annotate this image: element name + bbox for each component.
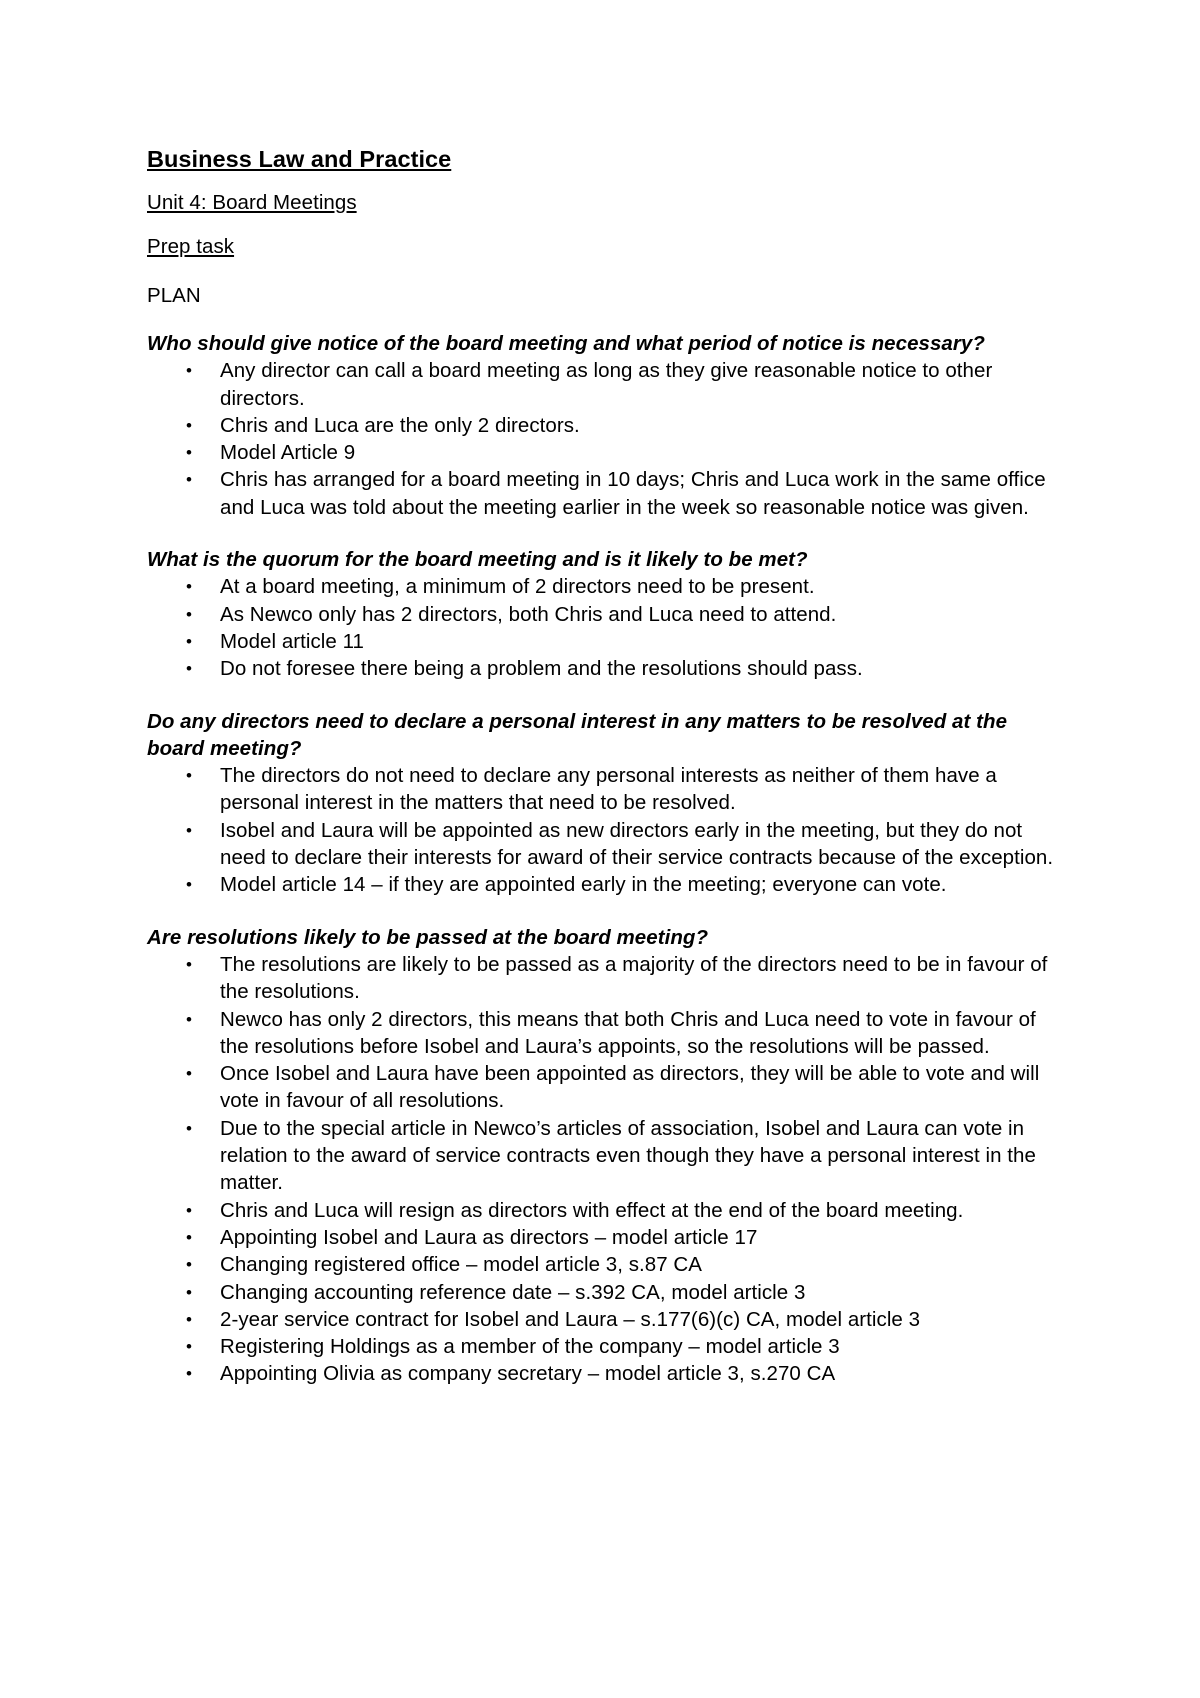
bullet-text: Due to the special article in Newco’s articles of association, Isobel and Laura can vote in relation to the award of service contracts even though they have a personal interest in the matter. [220, 1116, 1036, 1195]
bullet-item [147, 817, 1067, 872]
bullet-item [147, 1224, 1067, 1251]
bullet-item [147, 573, 1067, 600]
bullet-text: The directors do not need to declare any personal interests as neither of them have a personal interest in the matters that need to be resolved. [220, 764, 997, 815]
bullet-text: Once Isobel and Laura have been appointed as directors, they will be able to vote and will vote in favour of all resolutions. [220, 1062, 1040, 1113]
bullet-text: Any director can call a board meeting as long as they give reasonable notice to other directors. [220, 359, 993, 410]
bullet-item [147, 655, 1067, 682]
bullet-icon: • [186, 361, 193, 381]
bullet-item [147, 628, 1067, 655]
bullet-text: The resolutions are likely to be passed as a majority of the directors need to be in favour of the resolutions. [220, 952, 1048, 1004]
bullet-text: Model article 14 – if they are appointed early in the meeting; everyone can vote. [220, 873, 947, 897]
bullet-icon: • [186, 577, 193, 597]
document-page [147, 130, 1067, 1388]
section-question: What is the quorum for the board meeting and is it likely to be met? [147, 548, 808, 572]
bullet-list [147, 762, 1067, 898]
bullet-text: Chris and Luca will resign as directors with effect at the end of the board meeting. [220, 1198, 964, 1222]
bullet-text: Isobel and Laura will be appointed as new directors early in the meeting, but they do not need to declare their interests for award of their service contracts because of the exception. [220, 818, 1054, 870]
bullet-item [147, 871, 1067, 898]
bullet-text: Model Article 9 [220, 441, 356, 465]
section-question: Are resolutions likely to be passed at the board meeting? [147, 925, 709, 949]
plan-section [147, 924, 1067, 1388]
bullet-item [147, 951, 1067, 1006]
bullet-icon: • [186, 1337, 193, 1357]
bullet-icon: • [186, 1364, 193, 1384]
bullet-text: 2-year service contract for Isobel and Laura – s.177(6)(c) CA, model article 3 [220, 1307, 921, 1331]
bullet-text: Changing registered office – model article 3, s.87 CA [220, 1253, 703, 1277]
bullet-item [147, 1333, 1067, 1360]
bullet-item [147, 357, 1067, 412]
bullet-item [147, 1279, 1067, 1306]
bullet-text: Do not foresee there being a problem and the resolutions should pass. [220, 657, 863, 681]
bullet-item [147, 412, 1067, 439]
bullet-list [147, 951, 1067, 1388]
bullet-icon: • [186, 415, 193, 435]
bullet-item [147, 1197, 1067, 1224]
bullet-icon: • [186, 470, 193, 490]
bullet-item [147, 1251, 1067, 1278]
document-title: Business Law and Practice [147, 146, 452, 172]
bullet-list [147, 357, 1067, 521]
bullet-icon: • [186, 443, 193, 463]
bullet-text: Newco has only 2 directors, this means that both Chris and Luca need to vote in favour of the resolutions before Isobel and Laura’s appoints, so the resolutions will be passed. [220, 1007, 1036, 1058]
bullet-icon: • [186, 1064, 193, 1084]
bullet-item [147, 762, 1067, 817]
plan-label: PLAN [147, 284, 201, 307]
bullet-list [147, 573, 1067, 682]
bullet-icon: • [186, 1200, 193, 1220]
bullet-icon: • [186, 1118, 193, 1138]
bullet-text: Chris and Luca are the only 2 directors. [220, 413, 580, 437]
bullet-icon: • [186, 954, 193, 974]
bullet-icon: • [186, 875, 193, 895]
bullet-text: Model article 11 [220, 629, 364, 653]
unit-heading: Unit 4: Board Meetings [147, 191, 357, 214]
prep-task-heading: Prep task [147, 235, 235, 258]
bullet-icon: • [186, 1255, 193, 1275]
section-question: Who should give notice of the board meeting and what period of notice is necessary? [147, 332, 985, 355]
bullet-text: At a board meeting, a minimum of 2 directors need to be present. [220, 575, 815, 599]
bullet-icon: • [186, 1309, 193, 1329]
bullet-icon: • [186, 604, 193, 624]
plan-sections [147, 330, 1067, 1388]
bullet-text: Appointing Olivia as company secretary – model article 3, s.270 CA [220, 1362, 836, 1386]
bullet-icon: • [186, 659, 193, 679]
bullet-icon: • [186, 766, 193, 786]
bullet-text: Registering Holdings as a member of the company – model article 3 [220, 1335, 840, 1359]
bullet-icon: • [186, 631, 193, 651]
bullet-text: Appointing Isobel and Laura as directors – model article 17 [220, 1225, 758, 1249]
bullet-text: As Newco only has 2 directors, both Chris and Luca need to attend. [220, 602, 837, 626]
bullet-icon: • [186, 1009, 193, 1029]
section-question: Do any directors need to declare a personal interest in any matters to be resolved at the board meeting? [147, 709, 1008, 760]
bullet-item [147, 1060, 1067, 1115]
bullet-icon: • [186, 1282, 193, 1302]
bullet-item [147, 1006, 1067, 1061]
bullet-text: Changing accounting reference date – s.392 CA, model article 3 [220, 1280, 806, 1304]
plan-section [147, 708, 1067, 899]
bullet-text: Chris has arranged for a board meeting in 10 days; Chris and Luca work in the same office and Luca was told about the meeting earlier in the week so reasonable notice was given. [220, 468, 1046, 519]
bullet-item [147, 466, 1067, 521]
bullet-icon: • [186, 1227, 193, 1247]
plan-section [147, 546, 1067, 682]
bullet-item [147, 1360, 1067, 1387]
bullet-icon: • [186, 820, 193, 840]
bullet-item [147, 1306, 1067, 1333]
plan-section [147, 330, 1067, 521]
bullet-item [147, 601, 1067, 628]
bullet-item [147, 439, 1067, 466]
bullet-item [147, 1115, 1067, 1197]
